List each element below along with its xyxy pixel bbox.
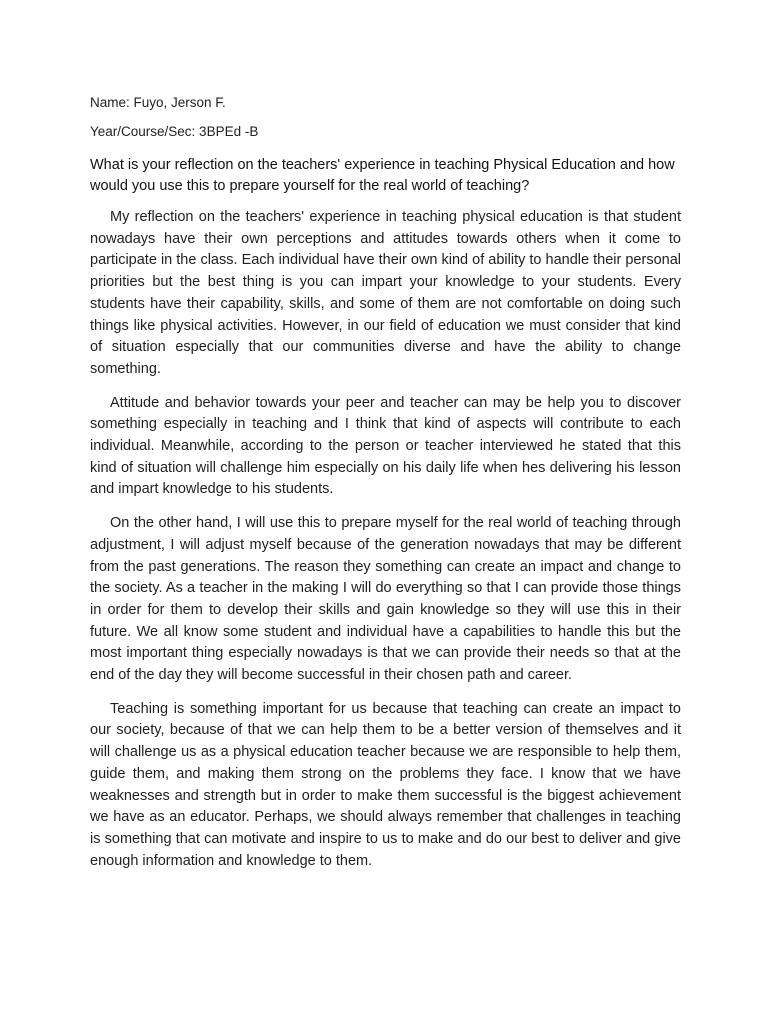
paragraph-2: Attitude and behavior towards your peer and teacher can may be help you to discover something especially in teaching and I think that kind of aspects will contribute to each individual. Meanwhile, according to the person or teacher interviewed he stated that this kind of situation will challenge him especially on his daily life when hes delivering his lesson and impart knowledge to his students. [90,394,681,498]
paragraph-1: My reflection on the teachers' experience in teaching physical education is that student nowadays have their own perceptions and attitudes towards others when it come to participate in the class. Each individual have their own kind of ability to handle their personal priorities but the best thing is you can impart your knowledge to your students. Every students have their capability, skills, and some of them are not comfortable on doing such things like physical activities. However, in our field of education we must consider that kind of situation especially that our communities diverse and have the ability to change something. [90,209,681,377]
reflection-question: What is your reflection on the teachers' experience in teaching Physical Education and how would you use this to prepare yourself for the real world of teaching? [90,157,675,194]
paragraph-4: Teaching is something important for us because that teaching can create an impact to our society, because of that we can help them to be a better version of themselves and it will challenge us as a physical education teacher because we are responsible to help them, guide them, and making them strong on the problems they face. I know that we have weaknesses and strength but in order to make them successful is the biggest achievement we have as an educator. Perhaps, we should always remember that challenges in teaching is something that can motivate and inspire to us to make and do our best to deliver and give enough information and knowledge to them. [90,700,681,869]
student-name: Name: Fuyo, Jerson F. [90,95,226,110]
year-course-section: Year/Course/Sec: 3BPEd -B [90,124,259,139]
paragraph-3: On the other hand, I will use this to prepare myself for the real world of teaching through adjustment, I will adjust myself because of the generation nowadays that may be different from the past generations. The reason they something can create an impact and change to the society. As a teacher in the making I will do everything so that I can provide those things in order for them to develop their skills and gain knowledge so they will use this in their future. We all know some student and individual have a capabilities to handle this but the most important thing especially nowadays is that we can provide their needs so that at the end of the day they will become successful in their chosen path and career. [90,515,681,684]
